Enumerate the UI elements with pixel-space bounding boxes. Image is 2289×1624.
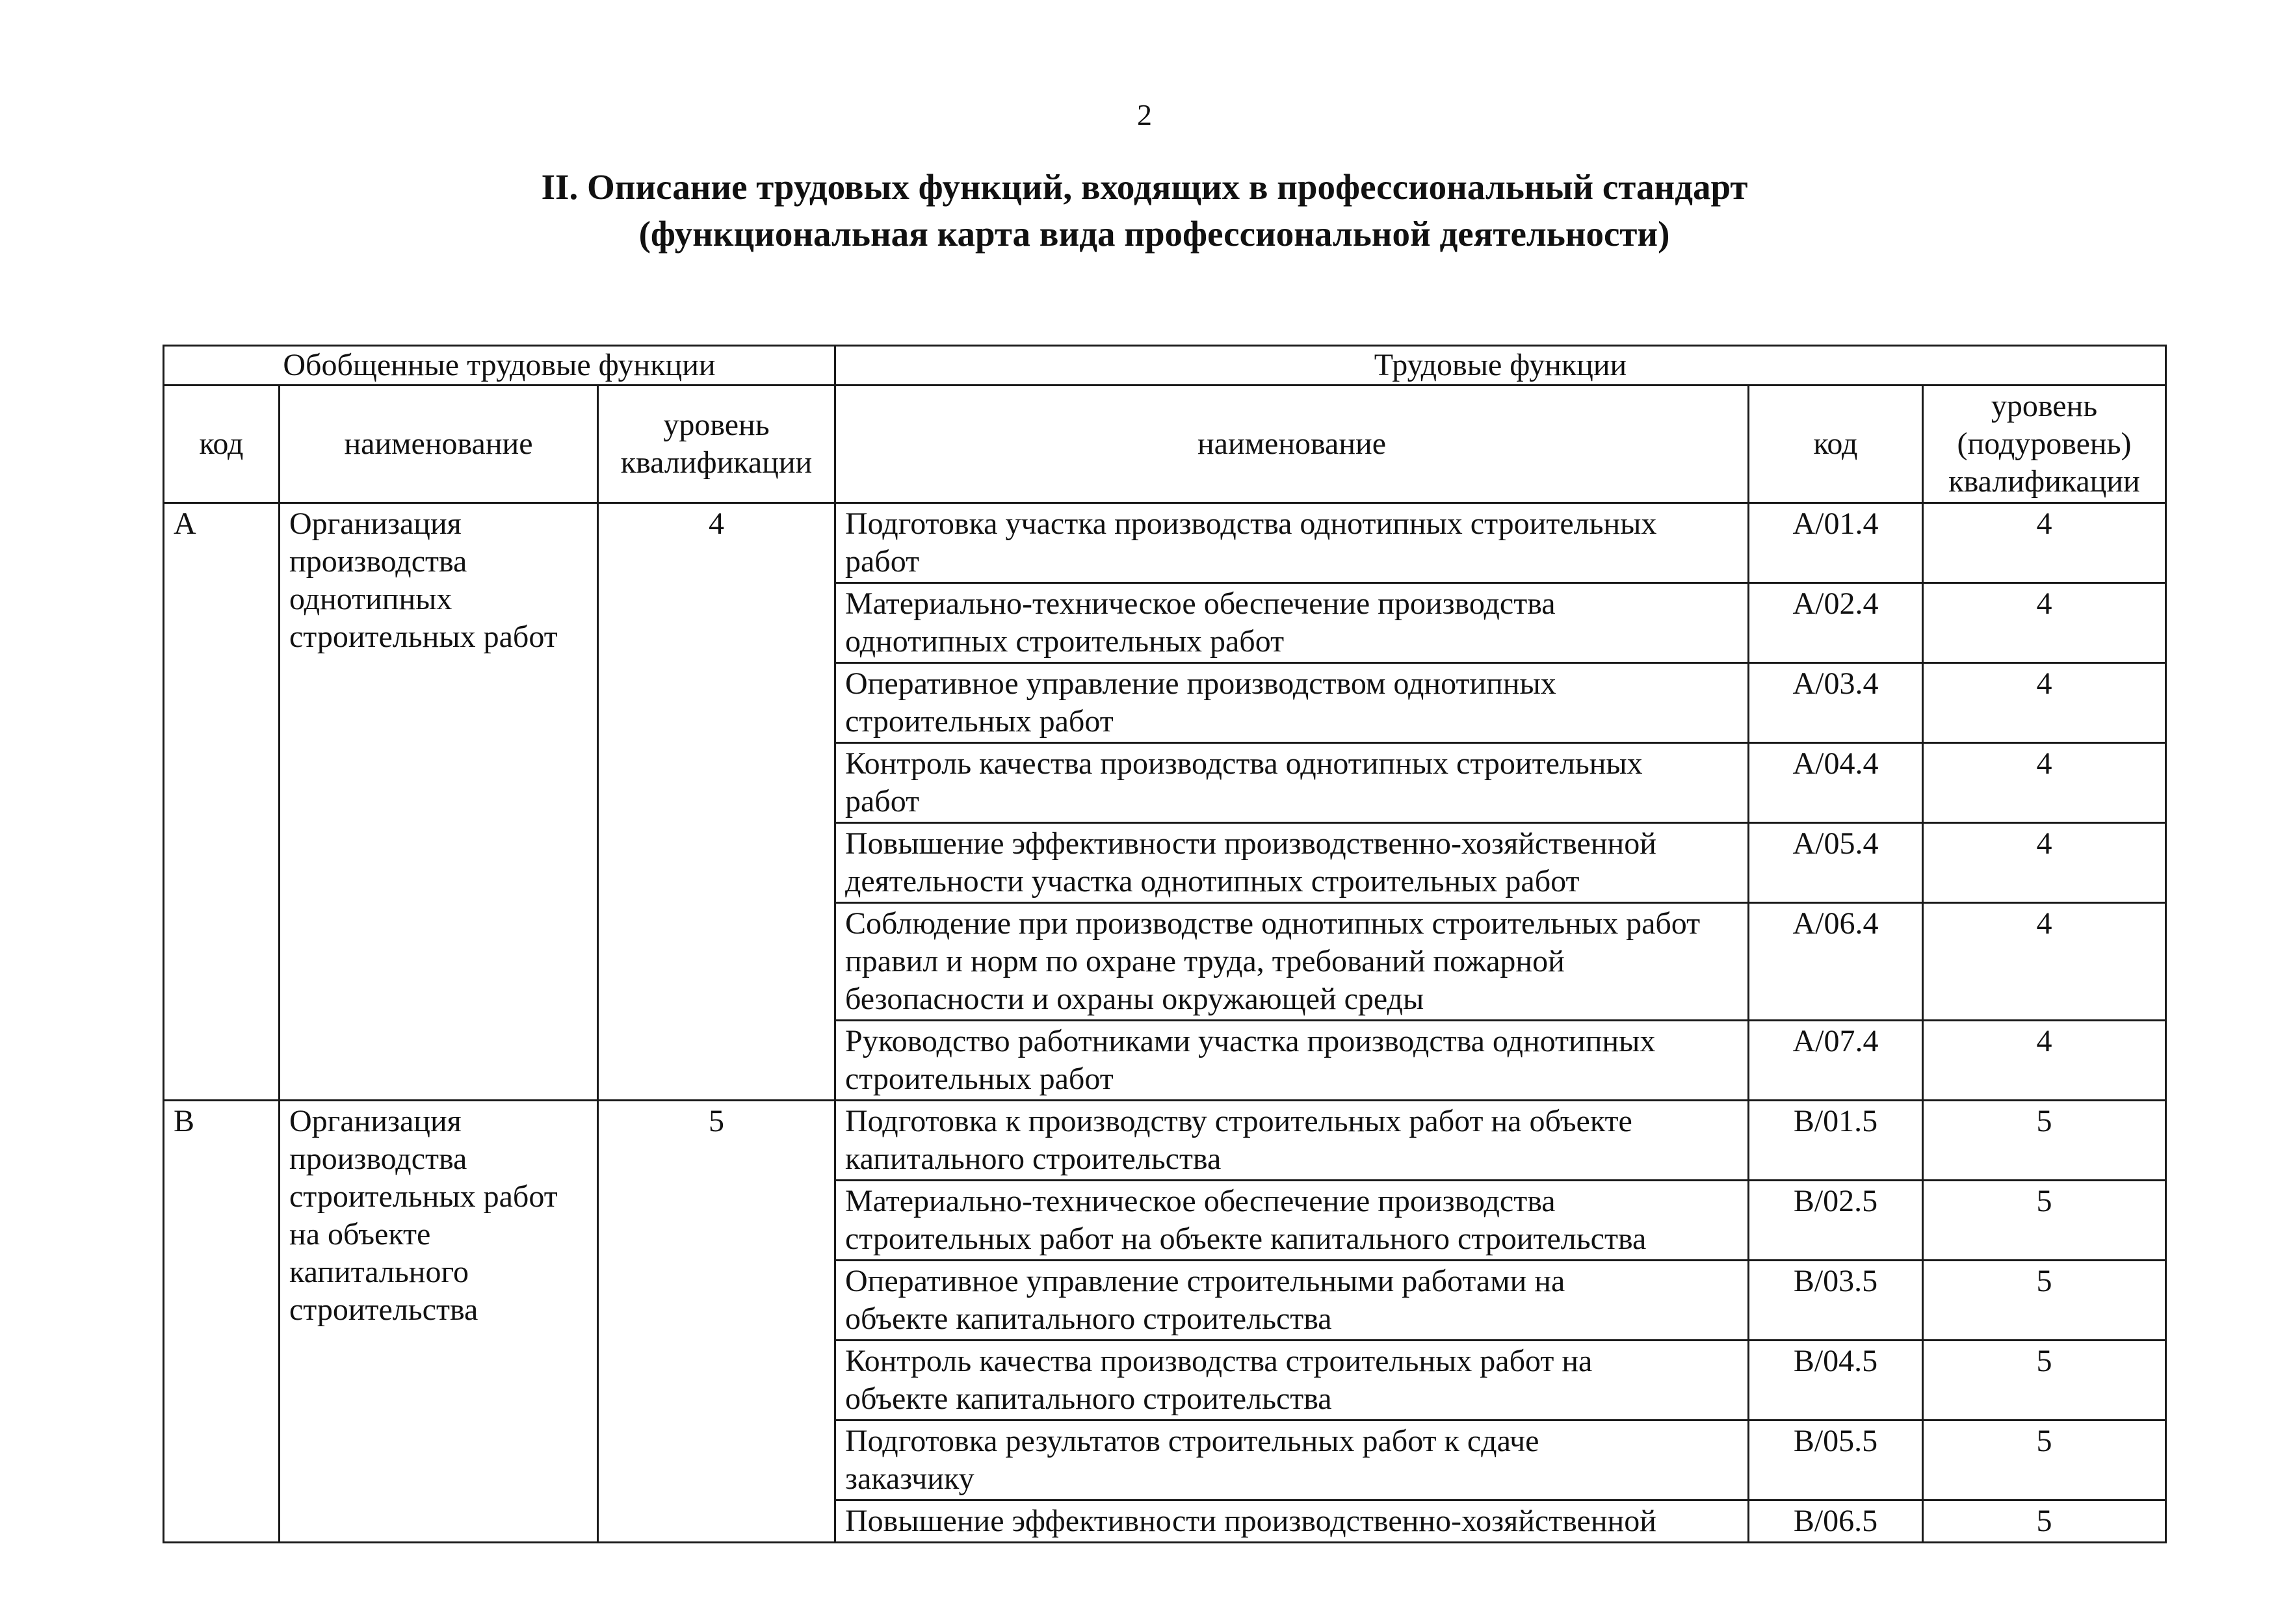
table-row xyxy=(164,1101,2166,1181)
tf-level-cell: 4 xyxy=(1923,583,2166,663)
tf-level-cell: 5 xyxy=(1923,1261,2166,1341)
section-title-line-1: II. Описание трудовых функций, входящих в профессиональный стандарт xyxy=(541,167,1748,207)
tf-level-cell: 5 xyxy=(1923,1421,2166,1500)
table-body xyxy=(164,503,2166,1543)
page-number: 2 xyxy=(1137,98,1152,131)
tf-level-cell: 4 xyxy=(1923,663,2166,743)
tf-code-cell: A/03.4 xyxy=(1749,663,1923,743)
header-tf-name: наименование xyxy=(835,386,1749,503)
tf-level-cell: 4 xyxy=(1923,903,2166,1021)
tf-code-cell: A/07.4 xyxy=(1749,1021,1923,1101)
gtf-code-cell: B xyxy=(164,1101,280,1543)
tf-name-cell: Оперативное управление производством однотипных строительных работ xyxy=(835,663,1749,743)
functional-map-table xyxy=(163,345,2167,1543)
section-title xyxy=(0,164,2289,257)
header-labor-functions: Трудовые функции xyxy=(835,346,2166,386)
header-generalized-functions: Обобщенные трудовые функции xyxy=(164,346,835,386)
tf-level-cell: 4 xyxy=(1923,1021,2166,1101)
tf-name-cell: Материально-техническое обеспечение производства однотипных строительных работ xyxy=(835,583,1749,663)
gtf-level-cell: 4 xyxy=(598,503,835,1101)
tf-name-cell: Подготовка участка производства однотипных строительных работ xyxy=(835,503,1749,583)
tf-level-cell: 4 xyxy=(1923,743,2166,823)
table-header xyxy=(164,346,2166,503)
header-gtf-level: уровень квалификации xyxy=(598,386,835,503)
tf-level-cell: 4 xyxy=(1923,503,2166,583)
tf-level-cell: 5 xyxy=(1923,1341,2166,1421)
tf-code-cell: B/04.5 xyxy=(1749,1341,1923,1421)
tf-name-cell: Повышение эффективности производственно-хозяйственной деятельности участка однотипных строительных работ xyxy=(835,823,1749,903)
tf-code-cell: A/01.4 xyxy=(1749,503,1923,583)
header-tf-level: уровень (подуровень) квалификации xyxy=(1923,386,2166,503)
header-gtf-code: код xyxy=(164,386,280,503)
gtf-name-cell: Организация производства однотипных строительных работ xyxy=(280,503,598,1101)
tf-code-cell: A/04.4 xyxy=(1749,743,1923,823)
tf-name-cell: Контроль качества производства строительных работ на объекте капитального строительства xyxy=(835,1341,1749,1421)
tf-level-cell: 5 xyxy=(1923,1500,2166,1543)
tf-level-cell: 5 xyxy=(1923,1181,2166,1261)
gtf-level-cell: 5 xyxy=(598,1101,835,1543)
tf-name-cell: Оперативное управление строительными работами на объекте капитального строительства xyxy=(835,1261,1749,1341)
tf-code-cell: A/06.4 xyxy=(1749,903,1923,1021)
tf-code-cell: B/06.5 xyxy=(1749,1500,1923,1543)
tf-code-cell: B/05.5 xyxy=(1749,1421,1923,1500)
section-title-line-2: (функциональная карта вида профессиональной деятельности) xyxy=(638,214,1670,254)
tf-code-cell: B/03.5 xyxy=(1749,1261,1923,1341)
tf-code-cell: A/02.4 xyxy=(1749,583,1923,663)
header-tf-code: код xyxy=(1749,386,1923,503)
tf-name-cell: Соблюдение при производстве однотипных строительных работ правил и норм по охране труда, требований пожарной безопасности и охраны окружающей среды xyxy=(835,903,1749,1021)
tf-name-cell: Руководство работниками участка производства однотипных строительных работ xyxy=(835,1021,1749,1101)
tf-code-cell: B/01.5 xyxy=(1749,1101,1923,1181)
tf-code-cell: A/05.4 xyxy=(1749,823,1923,903)
tf-name-cell: Повышение эффективности производственно-хозяйственной xyxy=(835,1500,1749,1543)
tf-code-cell: B/02.5 xyxy=(1749,1181,1923,1261)
gtf-code-cell: A xyxy=(164,503,280,1101)
tf-name-cell: Подготовка результатов строительных работ к сдаче заказчику xyxy=(835,1421,1749,1500)
tf-name-cell: Материально-техническое обеспечение производства строительных работ на объекте капитального строительства xyxy=(835,1181,1749,1261)
tf-level-cell: 4 xyxy=(1923,823,2166,903)
header-gtf-name: наименование xyxy=(280,386,598,503)
tf-name-cell: Подготовка к производству строительных работ на объекте капитального строительства xyxy=(835,1101,1749,1181)
table-row xyxy=(164,503,2166,583)
tf-level-cell: 5 xyxy=(1923,1101,2166,1181)
gtf-name-cell: Организация производства строительных работ на объекте капитального строительства xyxy=(280,1101,598,1543)
tf-name-cell: Контроль качества производства однотипных строительных работ xyxy=(835,743,1749,823)
